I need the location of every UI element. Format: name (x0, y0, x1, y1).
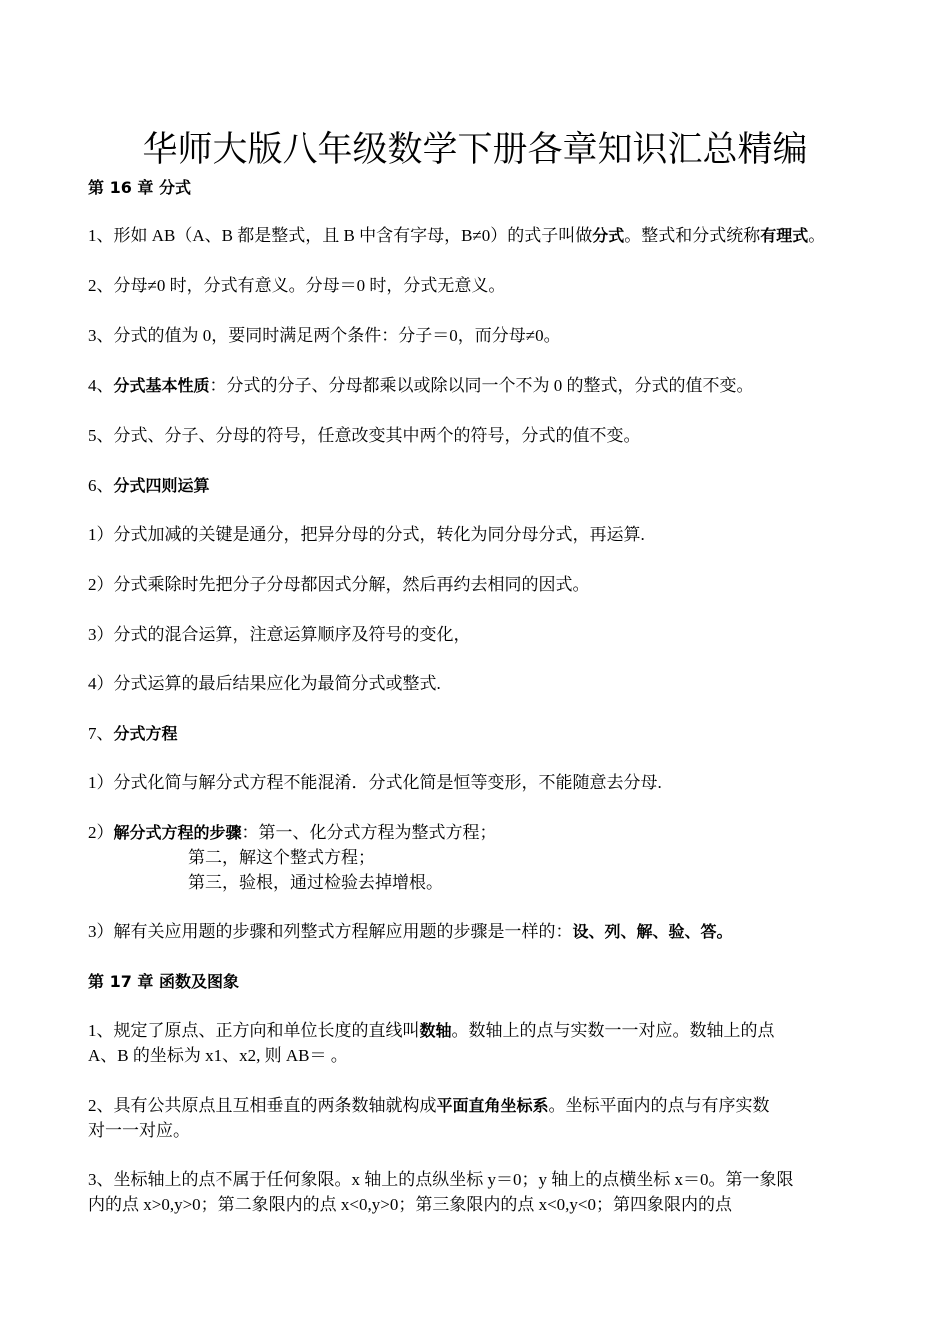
chapter-17-heading: 第 17 章 函数及图象 (88, 972, 239, 991)
ch16-item-5: 5、分式、分子、分母的符号，任意改变其中两个的符号，分式的值不变。 (88, 426, 641, 445)
ch16-item-6-3: 3）分式的混合运算，注意运算顺序及符号的变化， (88, 625, 471, 644)
chapter-16-heading: 第 16 章 分式 (88, 178, 191, 197)
ch16-item-7-3: 3）解有关应用题的步骤和列整式方程解应用题的步骤是一样的：设、列、解、验、答。 (88, 922, 733, 941)
ch17-item-3-line2: 内的点 x>0,y>0；第二象限内的点 x<0,y>0；第三象限内的点 x<0,y<0；第四象限内的点 (88, 1195, 733, 1214)
ch17-item-2-line1: 2、具有公共原点且互相垂直的两条数轴就构成平面直角坐标系。坐标平面内的点与有序实数 (88, 1096, 770, 1115)
ch16-item-6-1: 1）分式加减的关键是通分，把异分母的分式，转化为同分母分式，再运算. (88, 525, 645, 544)
ch16-item-3: 3、分式的值为 0，要同时满足两个条件：分子＝0，而分母≠0。 (88, 326, 561, 345)
ch17-item-3-line1: 3、坐标轴上的点不属于任何象限。x 轴上的点纵坐标 y＝0；y 轴上的点横坐标 x＝0。第一象限 (88, 1170, 794, 1189)
ch17-item-1-line2: A、B 的坐标为 x1、x2, 则 AB＝ 。 (88, 1046, 348, 1065)
ch16-item-6-2: 2）分式乘除时先把分子分母都因式分解，然后再约去相同的因式。 (88, 575, 590, 594)
document-title: 华师大版八年级数学下册各章知识汇总精编 (142, 130, 808, 170)
ch16-item-6: 6、分式四则运算 (88, 476, 210, 495)
ch16-item-1: 1、形如 AB（A、B 都是整式，且 B 中含有字母，B≠0）的式子叫做分式。整式和分式统称有理式。 (88, 226, 826, 245)
ch16-item-4: 4、分式基本性质：分式的分子、分母都乘以或除以同一个不为 0 的整式，分式的值不变。 (88, 376, 754, 395)
ch16-item-7-2-step2: 第二，解这个整式方程； (188, 848, 375, 867)
ch16-item-7-2: 2）解分式方程的步骤：第一、化分式方程为整式方程； (88, 823, 497, 842)
ch17-item-2-line2: 对一一对应。 (88, 1121, 190, 1140)
ch17-item-1-line1: 1、规定了原点、正方向和单位长度的直线叫数轴。数轴上的点与实数一一对应。数轴上的点 (88, 1021, 775, 1040)
ch16-item-7-1: 1）分式化简与解分式方程不能混淆．分式化简是恒等变形，不能随意去分母. (88, 773, 662, 792)
ch16-item-7: 7、分式方程 (88, 724, 178, 743)
ch16-item-2: 2、分母≠0 时，分式有意义。分母＝0 时，分式无意义。 (88, 276, 506, 295)
ch16-item-7-2-step3: 第三，验根，通过检验去掉增根。 (188, 873, 443, 892)
ch16-item-6-4: 4）分式运算的最后结果应化为最简分式或整式. (88, 674, 441, 693)
